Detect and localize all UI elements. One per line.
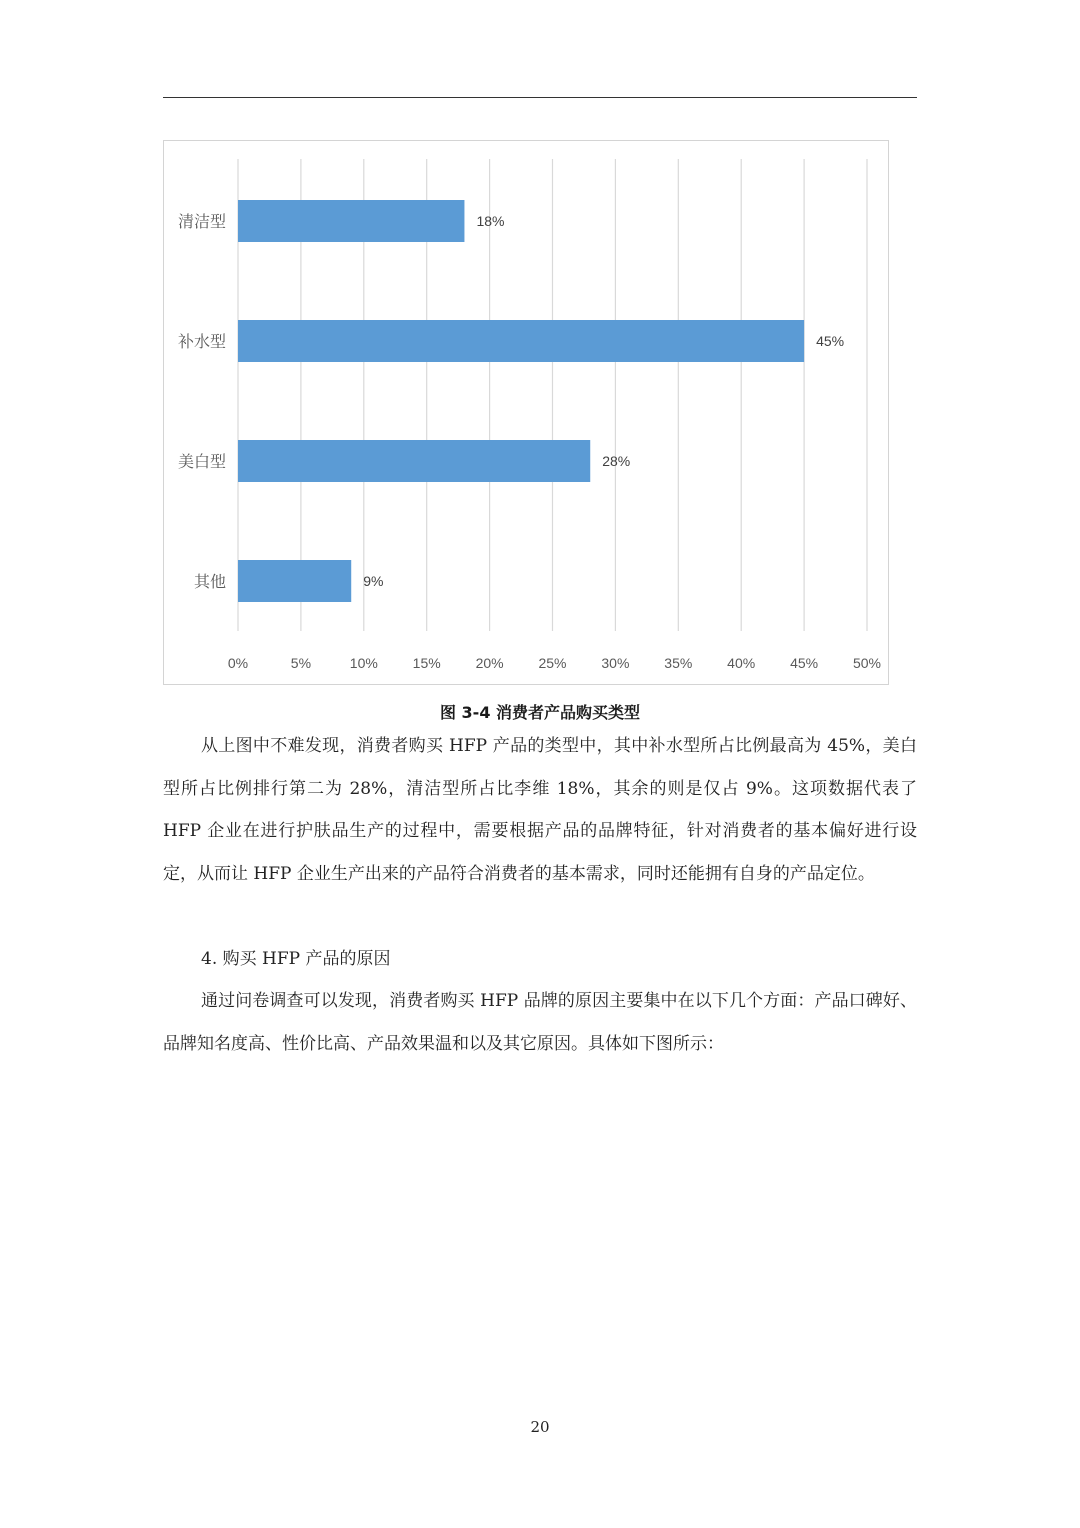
category-label: 补水型 (177, 332, 226, 351)
header-rule (163, 97, 917, 98)
data-label: 9% (363, 573, 384, 589)
x-tick-label: 10% (349, 655, 378, 671)
body-paragraph-1: 从上图中不难发现，消费者购买 HFP 产品的类型中，其中补水型所占比例最高为 45%，美白型所占比例排行第二为 28%，清洁型所占比李维 18%，其余的则是仅占 9%。这项数据代表了 HFP 企业在进行护肤品生产的过程中，需要根据产品的品牌特征，针对消费者的基本偏好进行设定，从而让 HFP 企业生产出来的产品符合消费者的基本需求，同时还能拥有自身的产品定位。 (163, 736, 917, 884)
x-tick-label: 40% (727, 655, 756, 671)
x-tick-label: 45% (790, 655, 819, 671)
bar (238, 320, 804, 362)
category-label: 美白型 (177, 452, 226, 471)
category-label: 其他 (193, 572, 226, 591)
bar-chart-svg (164, 141, 890, 686)
bar-chart (163, 140, 889, 685)
data-label: 18% (476, 213, 505, 229)
bar (238, 560, 351, 602)
x-tick-label: 15% (412, 655, 441, 671)
x-tick-label: 0% (227, 655, 249, 671)
x-tick-label: 35% (664, 655, 693, 671)
figure-caption: 图 3-4 消费者产品购买类型 (439, 703, 641, 722)
bars (238, 200, 804, 602)
x-tick-label: 25% (538, 655, 567, 671)
data-label: 28% (602, 453, 631, 469)
page-number: 20 (530, 1418, 550, 1436)
x-tick-label: 20% (475, 655, 504, 671)
bar (238, 200, 464, 242)
body-paragraph-2: 通过问卷调查可以发现，消费者购买 HFP 品牌的原因主要集中在以下几个方面：产品口碑好、品牌知名度高、性价比高、产品效果温和以及其它原因。具体如下图所示： (163, 991, 917, 1054)
bar (238, 440, 590, 482)
x-tick-label: 5% (290, 655, 312, 671)
section-heading: 4. 购买 HFP 产品的原因 (201, 949, 391, 969)
category-label: 清洁型 (177, 212, 226, 231)
data-label: 45% (816, 333, 845, 349)
x-tick-label: 50% (852, 655, 882, 671)
x-tick-label: 30% (601, 655, 630, 671)
